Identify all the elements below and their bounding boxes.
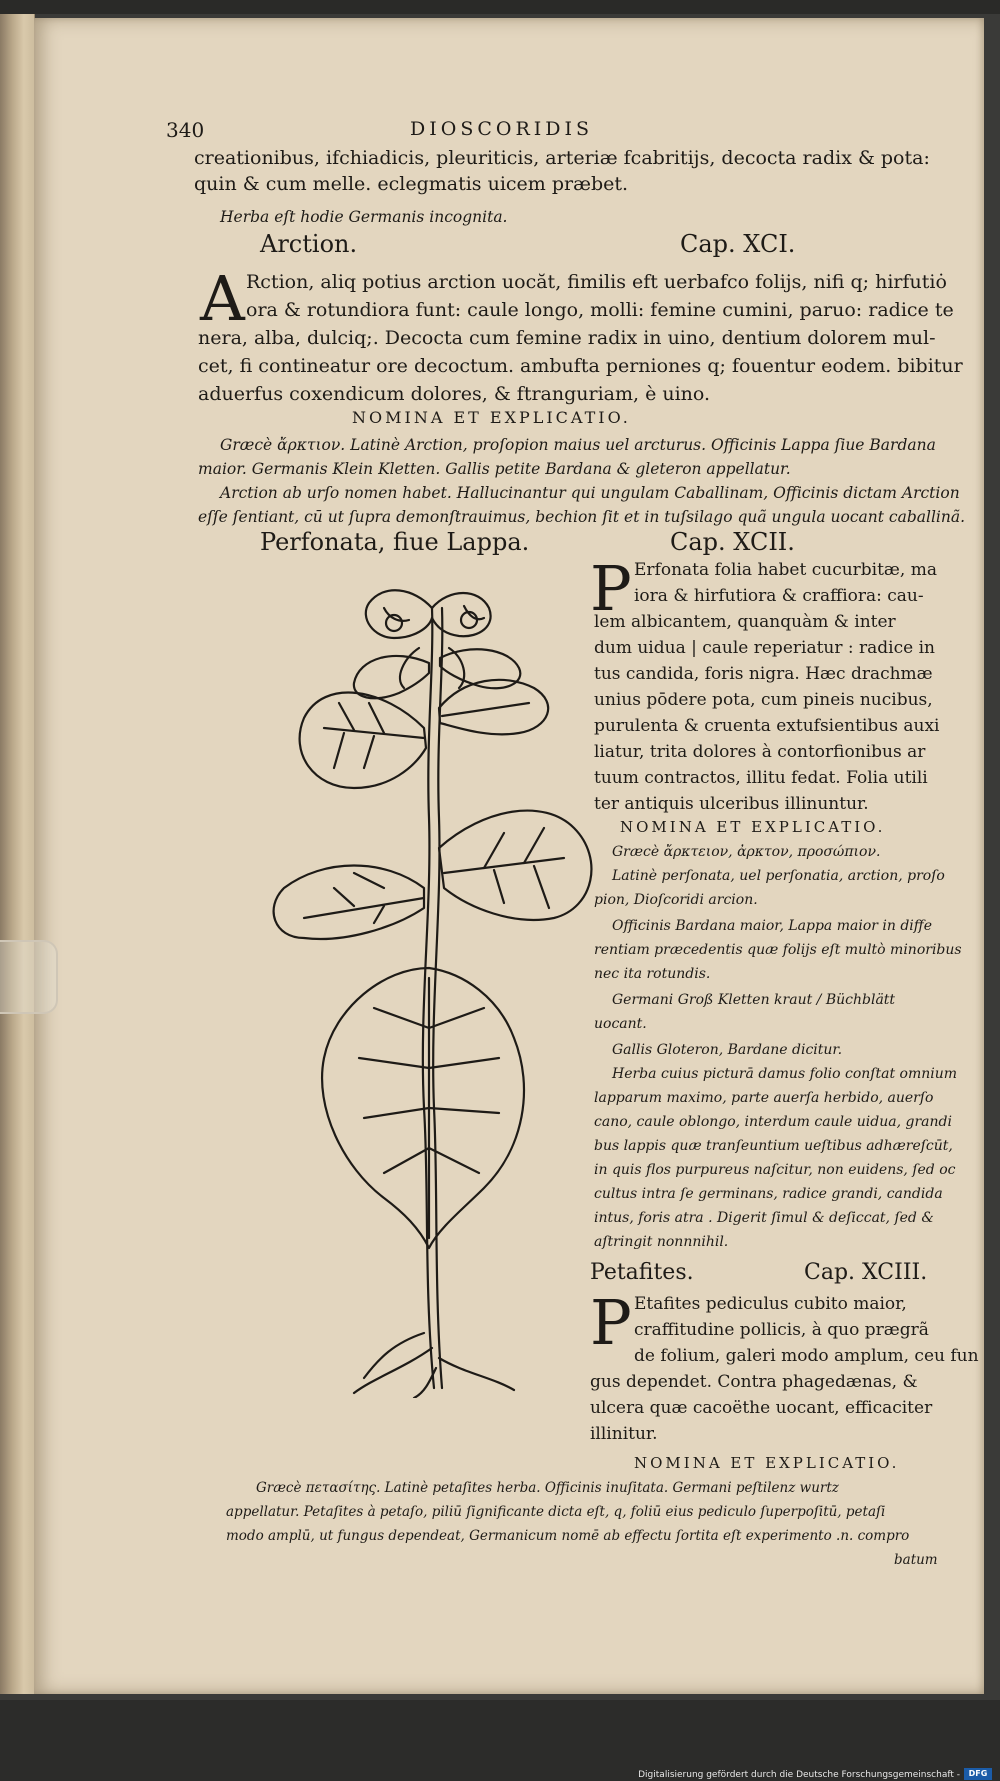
body-line: unius pōdere pota, cum pineis nucibus, xyxy=(594,690,933,710)
funding-credit: Digitalisierung gefördert durch die Deutsche Forschungsgemeinschaft - xyxy=(638,1770,960,1780)
intro-line: creationibus, ifchiadicis, pleuriticis, arteriæ fcabritijs, decocta radix & pota: xyxy=(194,147,930,169)
page-clip-marker xyxy=(0,940,58,1014)
note-line: uocant. xyxy=(594,1016,647,1032)
drop-cap: P xyxy=(590,552,632,625)
body-line: de folium, galeri modo amplum, ceu fun xyxy=(634,1346,979,1366)
note-line: eſſe ſentiant, cū ut ſupra demonſtrauimus, bechion ſit et in tuſsilago quã ungula uocant caballinã. xyxy=(198,508,966,526)
body-line: purulenta & cruenta extufsientibus auxi xyxy=(594,716,940,736)
note-line: cano, caule oblongo, interdum caule uidua, grandi xyxy=(594,1114,952,1130)
note-line: maior. Germanis Klein Kletten. Gallis petite Bardana & gleteron appellatur. xyxy=(198,460,791,478)
note-line: intus, foris atra . Digerit ſimul & deſiccat, ſed & xyxy=(594,1210,934,1226)
body-line: Etafites pediculus cubito maior, xyxy=(634,1294,907,1314)
body-line: Erfonata folia habet cucurbitæ, ma xyxy=(634,560,937,580)
note-line: rentiam præcedentis quæ folijs eſt multò minoribus xyxy=(594,942,962,958)
note-line: bus lappis quæ tranſeuntium ueſtibus adhæreſcūt, xyxy=(594,1138,953,1154)
section-title: Perfonata, fiue Lappa. xyxy=(260,528,530,556)
body-line: ter antiquis ulceribus illinuntur. xyxy=(594,794,869,814)
nomina-heading: NOMINA ET EXPLICATIO. xyxy=(634,1454,900,1472)
body-line: iora & hirfutiora & craffiora: cau- xyxy=(634,586,924,606)
body-line: Rction, aliq potius arction uocăt, fimilis eft uerbafco folijs, nifi q; hirfutiȯ xyxy=(246,271,947,293)
running-head: DIOSCORIDIS xyxy=(410,118,594,140)
body-line: tuum contractos, illitu fedat. Folia utili xyxy=(594,768,928,788)
body-line: liatur, trita dolores à contorfionibus ar xyxy=(594,742,926,762)
note-line: pion, Dioſcoridi arcion. xyxy=(594,892,758,908)
chapter-number: Cap. XCI. xyxy=(680,230,796,258)
viewer-footer xyxy=(0,1700,1000,1781)
note-line: cultus intra ſe germinans, radice grandi, candida xyxy=(594,1186,943,1202)
body-line: ulcera quæ cacoëthe uocant, efficaciter xyxy=(590,1398,933,1418)
body-line: illinitur. xyxy=(590,1424,658,1444)
book-page xyxy=(34,18,984,1694)
note-line: Herba cuius picturā damus folio conſtat omnium xyxy=(612,1066,958,1082)
note-line: Arction ab urſo nomen habet. Hallucinantur qui ungulam Caballinam, Officinis dictam Arction xyxy=(220,484,960,502)
dfg-logo[interactable]: DFG xyxy=(964,1768,992,1780)
note-line: batum xyxy=(894,1552,938,1568)
page-number: 340 xyxy=(166,118,205,142)
body-line: nera, alba, dulciq;. Decocta cum femine radix in uino, dentium dolorem mul- xyxy=(198,327,936,349)
section-title: Petafites. xyxy=(590,1260,694,1285)
note-line: Græcè πετασίτης. Latinè petaſites herba. Officinis inuſitata. Germani peſtilenz wurtz xyxy=(256,1480,839,1496)
note-line: modo amplū, ut fungus dependeat, Germanicum nomē ab effectu ſortita eſt experimento .n. compro xyxy=(226,1528,910,1544)
note-line: Germani Groß Kletten kraut / Büchblätt xyxy=(612,992,896,1008)
nomina-heading: NOMINA ET EXPLICATIO. xyxy=(620,818,886,836)
body-line: aduerfus coxendicum dolores, & ftranguriam, è uino. xyxy=(198,383,711,405)
body-line: lem albicantem, quanquàm & inter xyxy=(594,612,896,632)
body-line: craffitudine pollicis, à quo prægrã xyxy=(634,1320,929,1340)
body-line: ora & rotundiora funt: caule longo, molli: femine cumini, paruo: radice te xyxy=(246,299,954,321)
body-line: cet, fi contineatur ore decoctum. ambufta perniones q; fouentur eodem. bibitur xyxy=(198,355,963,377)
lappa-plant-woodcut-icon xyxy=(264,588,624,1398)
note-line: Latinè perſonata, uel perſonatia, arction, proſo xyxy=(612,868,945,884)
drop-cap: P xyxy=(590,1286,632,1359)
body-line: dum uidua | caule reperiatur : radice in xyxy=(594,638,935,658)
section-title: Arction. xyxy=(260,230,358,258)
note-line: in quis flos purpureus naſcitur, non euidens, ſed oc xyxy=(594,1162,956,1178)
note-line: Gallis Gloteron, Bardane dicitur. xyxy=(612,1042,843,1058)
chapter-number: Cap. XCIII. xyxy=(804,1260,928,1285)
intro-note: Herba eſt hodie Germanis incognita. xyxy=(220,208,508,226)
body-line: tus candida, foris nigra. Hæc drachmæ xyxy=(594,664,933,684)
book-page-edges xyxy=(0,14,35,1694)
note-line: Officinis Bardana maior, Lappa maior in diffe xyxy=(612,918,932,934)
nomina-heading: NOMINA ET EXPLICATIO. xyxy=(352,408,631,427)
viewer-top-bar xyxy=(0,0,1000,14)
note-line: lapparum maximo, parte auerſa herbido, auerſo xyxy=(594,1090,934,1106)
body-line: gus dependet. Contra phagedænas, & xyxy=(590,1372,918,1392)
note-line: Græcè ἄρκτιον. Latinè Arction, proſopion maius uel arcturus. Officinis Lappa ſiue Bardana xyxy=(220,436,936,454)
chapter-number: Cap. XCII. xyxy=(670,528,795,556)
note-line: appellatur. Petaſites à petaſo, piliū ſignificante dicta eſt, q, foliū eius pediculo ſuperpoſitū, petaſi xyxy=(226,1504,886,1520)
note-line: Græcè ἄρκτειον, ἀρκτον, προσώπιον. xyxy=(612,844,881,860)
drop-cap: A xyxy=(200,262,245,335)
intro-line: quin & cum melle. eclegmatis uicem præbet. xyxy=(194,173,629,195)
note-line: aſtringit nonnnihil. xyxy=(594,1234,729,1250)
note-line: nec ita rotundis. xyxy=(594,966,711,982)
